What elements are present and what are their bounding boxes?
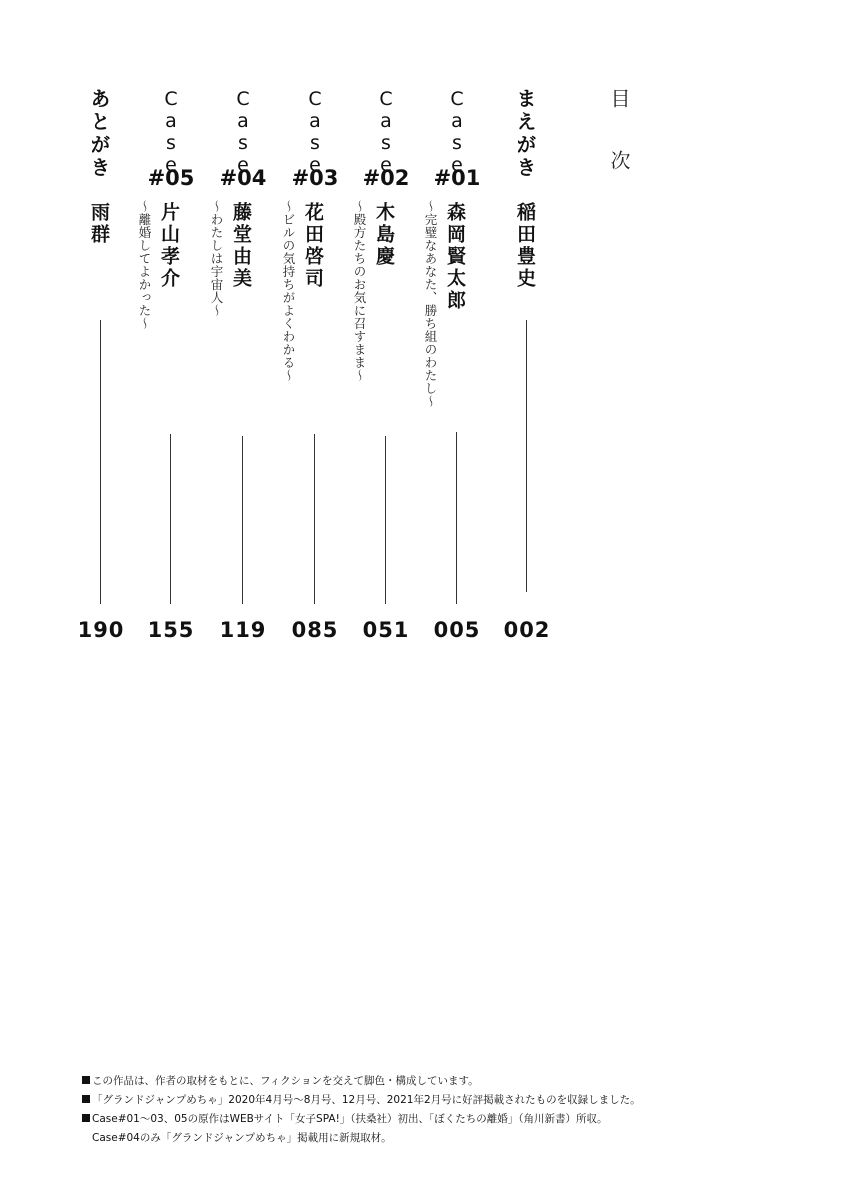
leader-rule bbox=[242, 436, 243, 604]
toc-entry-case-04[interactable] bbox=[209, 88, 267, 648]
leader-rule bbox=[526, 320, 527, 592]
footnote: Case#01～03、05の原作はWEBサイト「女子SPA!」（扶桑社）初出、「ぼくたちの離婚」（角川新書）所収。 bbox=[82, 1110, 782, 1129]
leader-rule bbox=[456, 432, 457, 604]
page-number: 005 bbox=[433, 618, 481, 642]
case-number: #02 bbox=[362, 166, 410, 190]
leader-rule bbox=[100, 320, 101, 604]
afterword-author: 雨群 bbox=[88, 202, 110, 246]
case-subtitle: ～わたしは宇宙人～ bbox=[209, 200, 224, 317]
footnotes bbox=[82, 1072, 782, 1148]
toc-entry-afterword[interactable] bbox=[77, 88, 125, 648]
case-person: 木島慶 bbox=[373, 202, 395, 268]
case-number: #01 bbox=[433, 166, 481, 190]
case-person: 片山孝介 bbox=[158, 202, 180, 290]
page-number: 155 bbox=[147, 618, 195, 642]
square-bullet-icon bbox=[82, 1114, 90, 1122]
toc-entry-case-01[interactable] bbox=[423, 88, 481, 648]
leader-rule bbox=[314, 434, 315, 604]
square-bullet-icon bbox=[82, 1095, 90, 1103]
toc-title: 目次 bbox=[607, 88, 631, 212]
toc-entry-case-02[interactable] bbox=[352, 88, 410, 648]
footnote: Case#04のみ「グランドジャンプめちゃ」掲載用に新規取材。 bbox=[92, 1132, 392, 1144]
leader-rule bbox=[385, 436, 386, 604]
case-label: Case bbox=[375, 88, 397, 176]
case-label: Case bbox=[446, 88, 468, 176]
case-number: #03 bbox=[291, 166, 339, 190]
case-label: Case bbox=[160, 88, 182, 176]
footnote: この作品は、作者の取材をもとに、フィクションを交えて脚色・構成しています。 bbox=[82, 1072, 782, 1091]
page-number: 002 bbox=[503, 618, 551, 642]
page-number: 051 bbox=[362, 618, 410, 642]
case-label: Case bbox=[304, 88, 326, 176]
preface-author: 稲田豊史 bbox=[514, 202, 536, 290]
page-number: 119 bbox=[219, 618, 267, 642]
footnote: 「グランドジャンプめちゃ」2020年4月号～8月号、12月号、2021年2月号に好評掲載されたものを収録しました。 bbox=[82, 1091, 782, 1110]
case-subtitle: ～殿方たちのお気に召すまま～ bbox=[352, 200, 367, 382]
case-number: #04 bbox=[219, 166, 267, 190]
page-number: 190 bbox=[77, 618, 125, 642]
case-subtitle: ～離婚してよかった～ bbox=[137, 200, 152, 330]
case-person: 森岡賢太郎 bbox=[444, 202, 466, 312]
case-label: Case bbox=[232, 88, 254, 176]
afterword-label: あとがき bbox=[87, 88, 111, 180]
preface-label: まえがき bbox=[513, 88, 537, 180]
leader-rule bbox=[170, 434, 171, 604]
square-bullet-icon bbox=[82, 1076, 90, 1084]
toc-entry-case-05[interactable] bbox=[137, 88, 195, 648]
toc-entry-case-03[interactable] bbox=[281, 88, 339, 648]
case-person: 藤堂由美 bbox=[230, 202, 252, 290]
case-subtitle: ～ビルの気持ちがよくわかる～ bbox=[281, 200, 296, 382]
case-subtitle: ～完璧なあなた、勝ち組のわたし～ bbox=[423, 200, 438, 408]
page-number: 085 bbox=[291, 618, 339, 642]
case-person: 花田啓司 bbox=[302, 202, 324, 290]
case-number: #05 bbox=[147, 166, 195, 190]
toc-entry-preface[interactable] bbox=[503, 88, 551, 648]
